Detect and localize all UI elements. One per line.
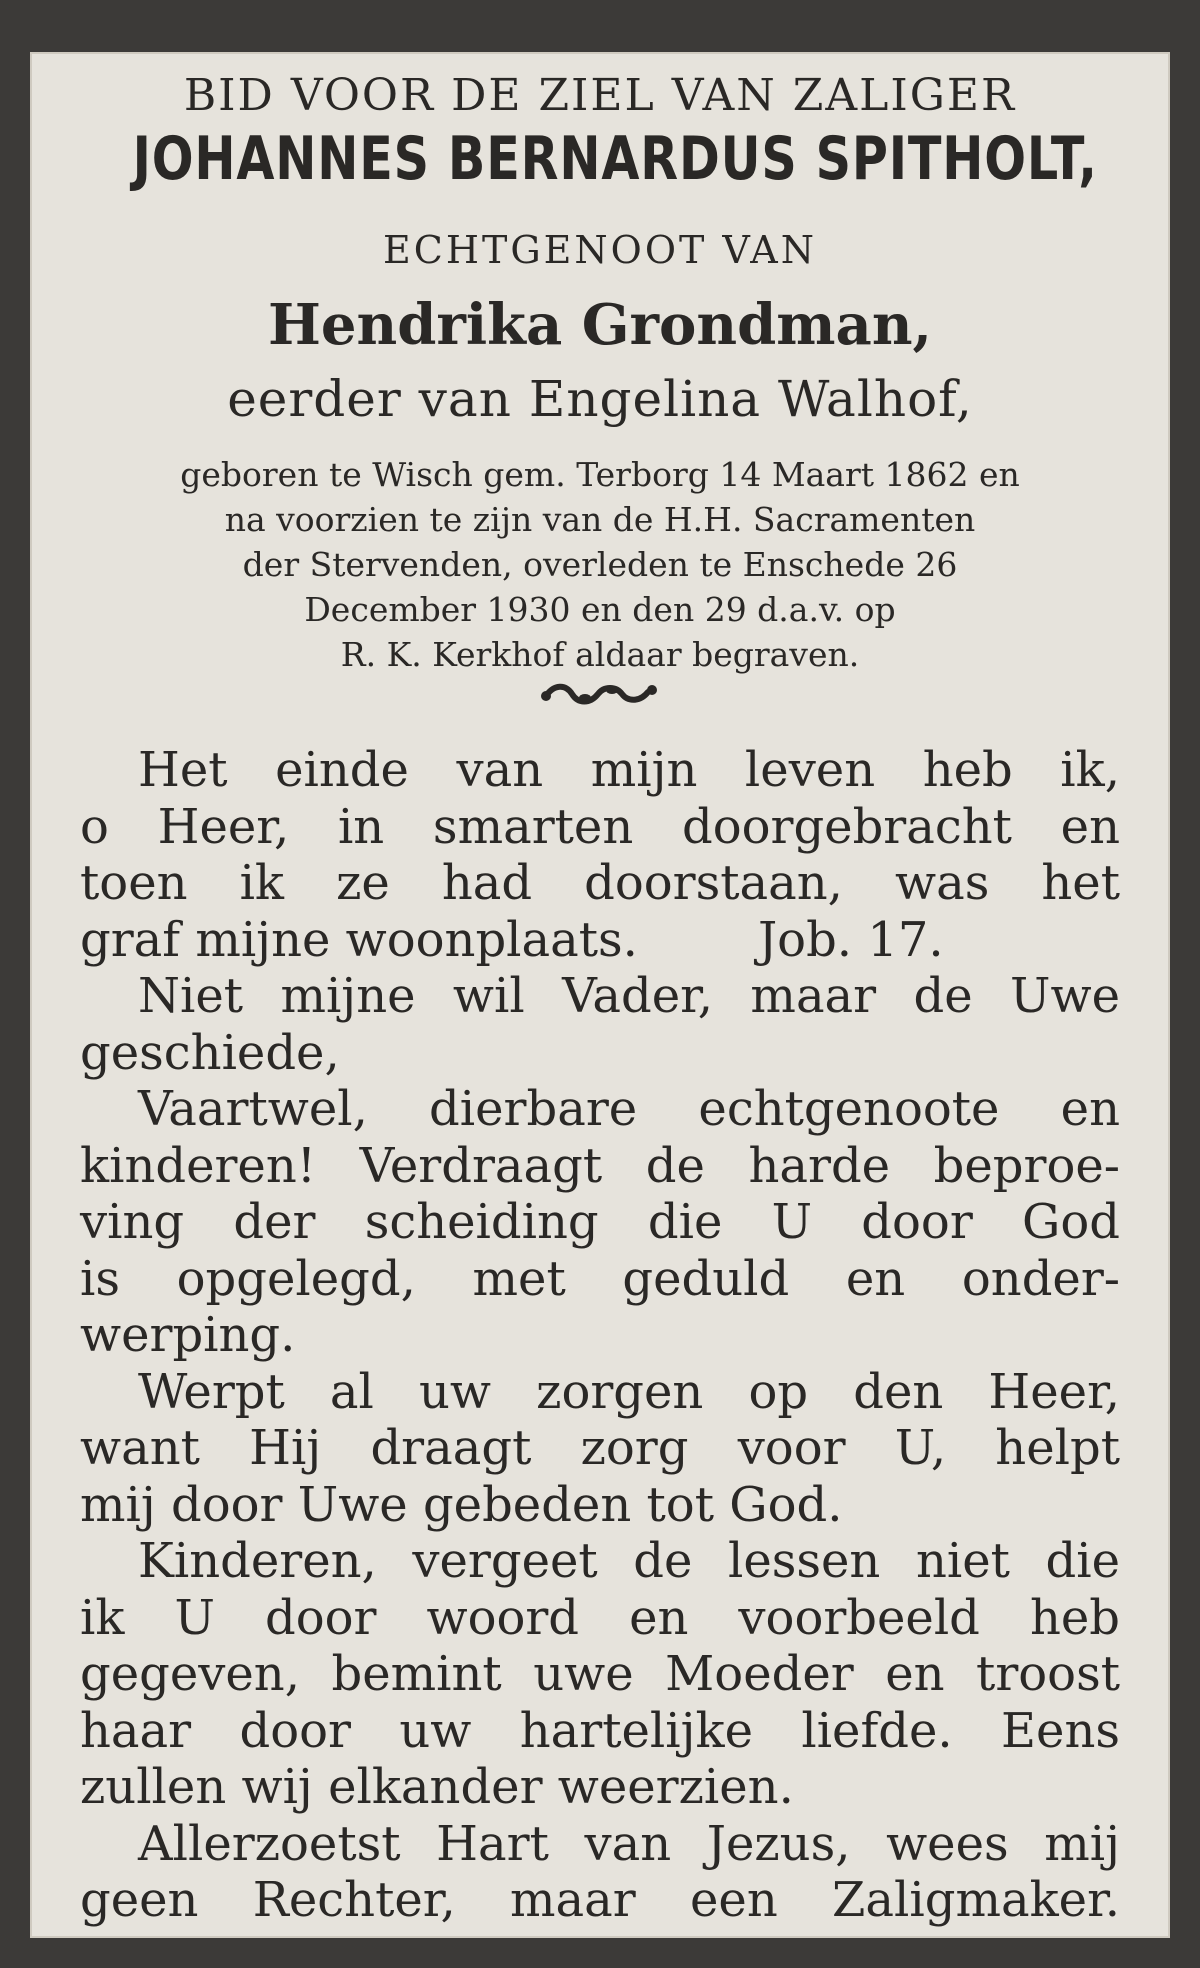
paragraph-line: mij door Uwe gebeden tot God. [80, 1476, 843, 1533]
verse-last-line [80, 912, 1120, 969]
earlier-spouse: eerder van Engelina Walhof, [227, 370, 973, 428]
details-line: December 1930 en den 29 d.a.v. op [304, 590, 896, 629]
paragraph-line: Niet mijne wil Vader, maar de Uwe [138, 968, 1120, 1024]
paragraph-line: Allerzoetst Hart van Jezus, wees mij [138, 1815, 1120, 1872]
life-details [84, 452, 1116, 677]
spouse-name: Hendrika Grondman, [267, 292, 933, 358]
paragraph-line: geschiede, [80, 1024, 340, 1081]
paragraph-line: gegeven, bemint uwe Moeder en troost [80, 1646, 1120, 1702]
details-line: geboren te Wisch gem. Terborg 14 Maart 1862 en [180, 455, 1020, 494]
details-line: R. K. Kerkhof aldaar begraven. [340, 635, 860, 674]
verse-line: Het einde van mijn leven heb ik, [138, 742, 1120, 798]
details-line: na voorzien te zijn van de H.H. Sacramenten [224, 500, 976, 539]
scroll-ornament-icon [30, 678, 1170, 718]
paragraph-line: Werpt al uw zorgen op den Heer, [138, 1363, 1120, 1420]
paragraph-line: is opgelegd, met geduld en onder- [80, 1250, 1120, 1307]
prayer-heading: BID VOOR DE ZIEL VAN ZALIGER [183, 70, 1017, 121]
paragraph-line: haar door uw hartelijke liefde. Eens [80, 1702, 1120, 1759]
verse-last-text: graf mijne woonplaats. [80, 911, 638, 968]
verse-line: toen ik ze had doorstaan, was het [80, 855, 1120, 911]
paragraph-line: werping. [80, 1307, 296, 1363]
verse-body [80, 742, 1120, 1929]
paragraph-line: Kinderen, vergeet de lessen niet die [138, 1533, 1120, 1589]
bible-reference: Job. 17. [757, 911, 944, 968]
paragraph-line: ik U door woord en voorbeeld heb [80, 1589, 1120, 1646]
details-line: der Stervenden, overleden te Enschede 26 [242, 545, 958, 584]
paragraph-line: want Hij draagt zorg voor U, helpt [80, 1420, 1120, 1476]
paragraph-line: geen Rechter, maar een Zaligmaker. [80, 1872, 1120, 1928]
paragraph-line: Vaartwel, dierbare echtgenoote en [138, 1081, 1120, 1137]
paragraph-line: kinderen! Verdraagt de harde beproe- [80, 1137, 1120, 1194]
verse-line: o Heer, in smarten doorgebracht en [80, 798, 1120, 855]
deceased-name: JOHANNES BERNARDUS SPITHOLT, [132, 124, 1098, 194]
paragraph-line: zullen wij elkander weerzien. [80, 1759, 794, 1815]
spouse-label: ECHTGENOOT VAN [383, 228, 817, 272]
memorial-card [30, 52, 1170, 1938]
paragraph-line: ving der scheiding die U door God [80, 1194, 1120, 1250]
